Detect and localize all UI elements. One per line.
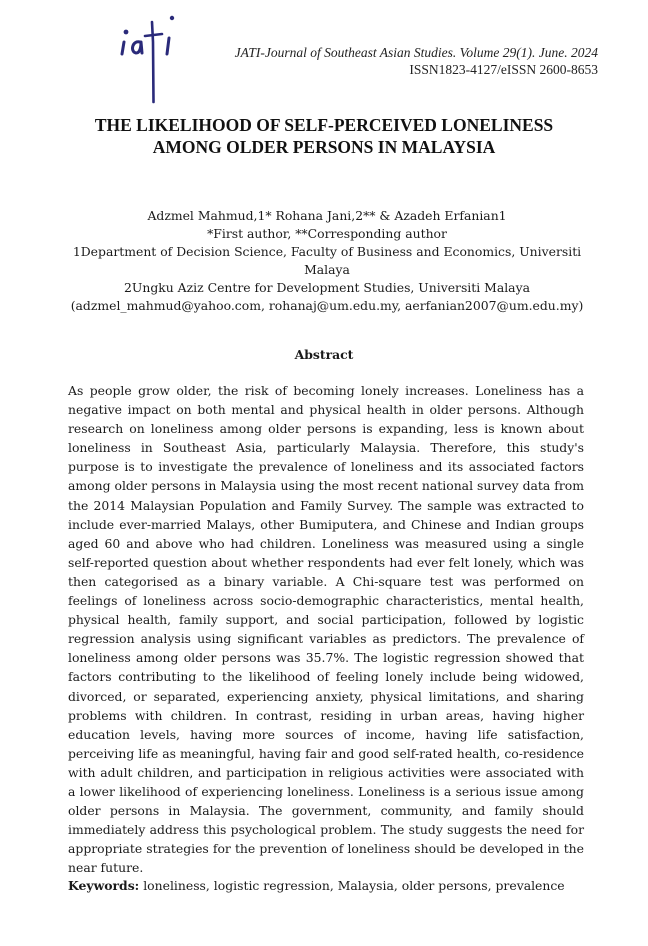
abstract-heading: Abstract xyxy=(294,347,354,362)
affiliation-1: 1Department of Decision Science, Faculty of Business and Economics, Universiti Malaya xyxy=(72,244,582,277)
title-line-2: AMONG OLDER PERSONS IN MALAYSIA xyxy=(152,137,496,157)
author-emails: (adzmel_mahmud@yahoo.com, rohanaj@um.edu.my, aerfanian2007@um.edu.my) xyxy=(70,298,584,313)
paper-title xyxy=(40,114,608,158)
author-block xyxy=(58,207,596,315)
issn-line: ISSN1823-4127/eISSN 2600-8653 xyxy=(409,62,598,77)
abstract-body: As people grow older, the risk of becoming lonely increases. Loneliness has a negative impact on both mental and physical health in older persons. Although research on loneliness among older persons is expanding, less is known about loneliness in Southeast Asia, particularly Malaysia. Therefore, this study's purpose is to investigate the prevalence of loneliness and its associated factors among older persons in Malaysia using the most recent national survey data from the 2014 Malaysian Population and Family Survey. The sample was extracted to include ever-married Malays, other Bumiputera, and Chinese and Indian groups aged 60 and above who had children. Loneliness was measured using a single self-reported question about whether respondents had ever felt lonely, which was then categorised as a binary variable. A Chi-square test was performed on feelings of loneliness across socio-demographic characteristics, mental health, physical health, family support, and social participation, followed by logistic regression analysis using significant variables as predictors. The prevalence of loneliness among older persons was 35.7%. The logistic regression showed that factors contributing to the likelihood of feeling lonely include being widowed, divorced, or separated, experiencing anxiety, physical limitations, and sharing problems with children. In contrast, residing in urban areas, having higher education levels, having more sources of income, having life satisfaction, perceiving life as meaningful, having fair and good self-rated health, co-residence with adult children, and participation in religious activities were associated with a lower likelihood of experiencing loneliness. Loneliness is a serious issue among older persons in Malaysia. The government, community, and family should immediately address this psychological problem. The study suggests the need for appropriate strategies for the prevention of loneliness should be developed in the near future. xyxy=(68,383,584,876)
author-names: Adzmel Mahmud,1* Rohana Jani,2** & Azadeh Erfanian1 xyxy=(147,208,507,223)
affiliation-2: 2Ungku Aziz Centre for Development Studies, Universiti Malaya xyxy=(124,280,530,295)
title-line-1: THE LIKELIHOOD OF SELF-PERCEIVED LONELINESS xyxy=(94,115,554,135)
journal-header xyxy=(235,44,598,78)
keywords-value: loneliness, logistic regression, Malaysia, older persons, prevalence xyxy=(143,878,565,893)
journal-logo xyxy=(112,12,182,104)
author-note: *First author, **Corresponding author xyxy=(207,226,447,241)
keywords-line xyxy=(68,878,588,893)
keywords-label: Keywords: xyxy=(68,878,140,893)
journal-citation: JATI-Journal of Southeast Asian Studies. Volume 29(1). June. 2024 xyxy=(234,45,598,60)
